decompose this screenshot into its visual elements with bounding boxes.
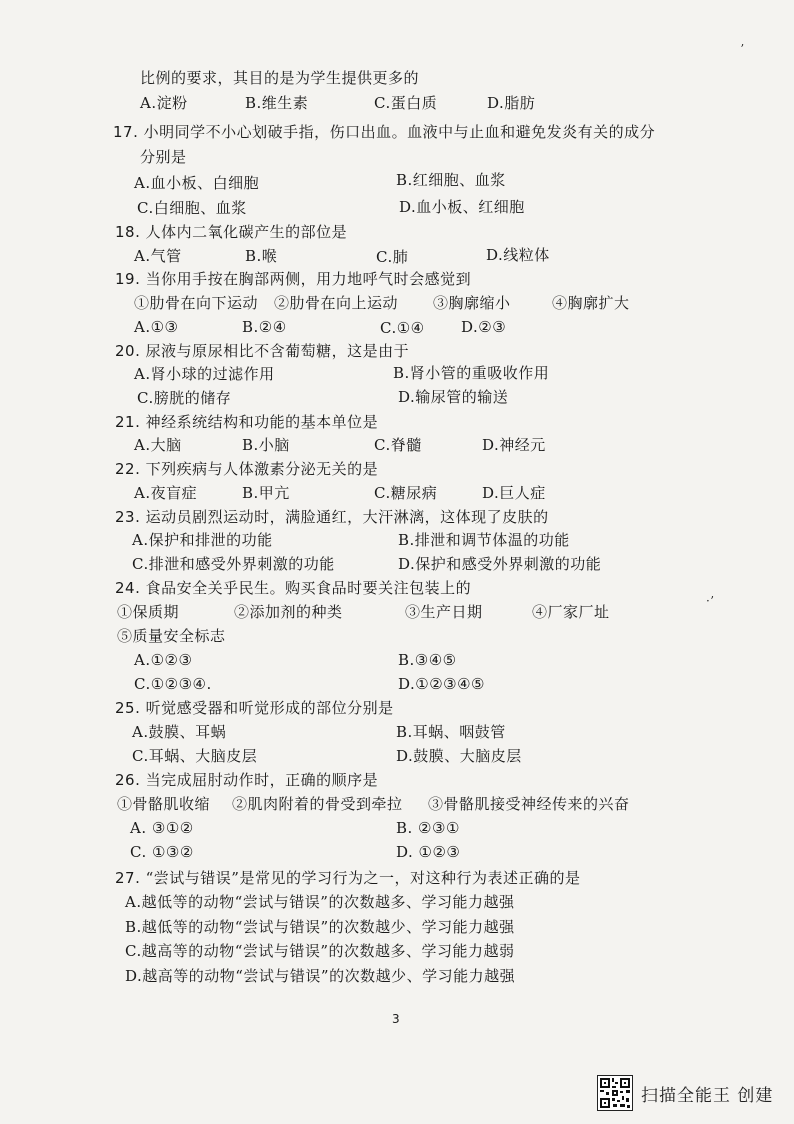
q26-item-1: ①骨骼肌收缩 bbox=[117, 795, 211, 813]
q24-item-4: ④厂家厂址 bbox=[532, 603, 610, 621]
q21-number: 21. bbox=[115, 413, 141, 431]
q26-stem: 当完成屈肘动作时，正确的顺序是 bbox=[145, 771, 379, 789]
q21-option-c: C.脊髓 bbox=[374, 436, 422, 454]
q19-stem: 当你用手按在胸部两侧，用力地呼气时会感觉到 bbox=[145, 270, 472, 288]
q19-item-4: ④胸廓扩大 bbox=[552, 294, 630, 312]
q24-item-1: ①保质期 bbox=[117, 603, 180, 621]
q25-option-b: B.耳蜗、咽鼓管 bbox=[396, 723, 506, 741]
q16-option-b: B.维生素 bbox=[245, 94, 309, 112]
q25-number: 25. bbox=[115, 699, 141, 717]
q24-option-a: A.①②③ bbox=[134, 651, 193, 669]
q25-question bbox=[115, 697, 394, 719]
q22-option-a: A.夜盲症 bbox=[134, 484, 198, 502]
q24-item-5: ⑤质量安全标志 bbox=[117, 627, 226, 645]
q21-option-a: A.大脑 bbox=[134, 436, 182, 454]
q21-option-d: D.神经元 bbox=[482, 436, 546, 454]
q20-option-b: B.肾小管的重吸收作用 bbox=[393, 364, 550, 382]
q18-option-d: D.线粒体 bbox=[486, 246, 550, 264]
q20-number: 20. bbox=[115, 342, 141, 360]
q25-option-c: C.耳蜗、大脑皮层 bbox=[132, 747, 258, 765]
q16-option-a: A.淀粉 bbox=[140, 94, 188, 112]
q20-option-c: C.膀胱的储存 bbox=[137, 389, 232, 407]
q23-option-b: B.排泄和调节体温的功能 bbox=[398, 531, 570, 549]
q21-stem: 神经系统结构和功能的基本单位是 bbox=[145, 413, 379, 431]
q24-option-c: C.①②③④. bbox=[134, 675, 212, 693]
page-number: 3 bbox=[392, 1012, 400, 1026]
q27-stem: “尝试与错误”是常见的学习行为之一，对这种行为表述正确的是 bbox=[145, 869, 581, 887]
q16-option-c: C.蛋白质 bbox=[374, 94, 438, 112]
q17-option-b: B.红细胞、血浆 bbox=[396, 171, 506, 189]
q23-option-d: D.保护和感受外界刺激的功能 bbox=[398, 555, 602, 573]
q17-stem-continued: 分别是 bbox=[140, 148, 187, 166]
q25-option-d: D.鼓膜、大脑皮层 bbox=[396, 747, 522, 765]
q18-option-a: A.气管 bbox=[134, 247, 182, 265]
q25-option-a: A.鼓膜、耳蜗 bbox=[132, 723, 227, 741]
q18-option-b: B.喉 bbox=[245, 247, 278, 265]
q24-option-d: D.①②③④⑤ bbox=[398, 675, 485, 693]
q27-number: 27. bbox=[115, 869, 141, 887]
q22-question bbox=[115, 458, 378, 480]
q23-question bbox=[115, 506, 549, 528]
q16-stem-continued: 比例的要求，其目的是为学生提供更多的 bbox=[140, 69, 420, 87]
q27-option-d: D.越高等的动物“尝试与错误”的次数越少、学习能力越强 bbox=[125, 967, 516, 985]
q20-stem: 尿液与原尿相比不含葡萄糖，这是由于 bbox=[145, 342, 410, 360]
q18-option-c: C.肺 bbox=[376, 248, 409, 266]
q24-number: 24. bbox=[115, 579, 141, 597]
q19-option-a: A.①③ bbox=[134, 318, 179, 336]
q21-question bbox=[115, 411, 378, 433]
q27-option-c: C.越高等的动物“尝试与错误”的次数越多、学习能力越弱 bbox=[125, 942, 515, 960]
q26-item-2: ②肌肉附着的骨受到牵拉 bbox=[232, 795, 403, 813]
q20-option-d: D.输尿管的输送 bbox=[398, 388, 509, 406]
q19-question bbox=[115, 268, 471, 290]
q22-stem: 下列疾病与人体激素分泌无关的是 bbox=[145, 460, 379, 478]
q24-item-2: ②添加剂的种类 bbox=[234, 603, 343, 621]
watermark-text: 扫描全能王 创建 bbox=[641, 1085, 774, 1106]
q26-option-a: A. ③①② bbox=[130, 819, 194, 837]
q18-number: 18. bbox=[115, 223, 141, 241]
q24-item-3: ③生产日期 bbox=[405, 603, 483, 621]
q26-question bbox=[115, 769, 378, 791]
q22-option-b: B.甲亢 bbox=[242, 484, 290, 502]
q19-option-d: D.②③ bbox=[461, 318, 507, 336]
q19-option-c: C.①④ bbox=[380, 319, 425, 337]
q27-option-a: A.越低等的动物“尝试与错误”的次数越多、学习能力越强 bbox=[125, 893, 515, 911]
q24-question bbox=[115, 577, 471, 599]
q19-option-b: B.②④ bbox=[242, 318, 287, 336]
q18-stem: 人体内二氧化碳产生的部位是 bbox=[145, 223, 348, 241]
scan-speck: ·ʼ bbox=[706, 594, 714, 608]
q26-number: 26. bbox=[115, 771, 141, 789]
q23-number: 23. bbox=[115, 508, 141, 526]
q20-question bbox=[115, 340, 409, 362]
q23-option-c: C.排泄和感受外界刺激的功能 bbox=[132, 555, 335, 573]
q22-option-d: D.巨人症 bbox=[482, 484, 546, 502]
q23-option-a: A.保护和排泄的功能 bbox=[132, 531, 273, 549]
q23-stem: 运动员剧烈运动时，满脸通红，大汗淋漓，这体现了皮肤的 bbox=[145, 508, 549, 526]
q19-item-1: ①肋骨在向下运动 bbox=[134, 294, 259, 312]
q17-option-d: D.血小板、红细胞 bbox=[399, 198, 525, 216]
q17-option-a: A.血小板、白细胞 bbox=[134, 174, 260, 192]
q17-stem: 小明同学不小心划破手指，伤口出血。血液中与止血和避免发炎有关的成分 bbox=[143, 123, 656, 141]
q19-number: 19. bbox=[115, 270, 141, 288]
q19-item-2: ②肋骨在向上运动 bbox=[274, 294, 399, 312]
scanner-watermark bbox=[597, 1076, 773, 1110]
q19-item-3: ③胸廓缩小 bbox=[433, 294, 511, 312]
q24-option-b: B.③④⑤ bbox=[398, 651, 457, 669]
q26-item-3: ③骨骼肌接受神经传来的兴奋 bbox=[428, 795, 630, 813]
q24-stem: 食品安全关乎民生。购买食品时要关注包装上的 bbox=[145, 579, 472, 597]
q17-option-c: C.白细胞、血浆 bbox=[137, 199, 247, 217]
q17-number: 17. bbox=[113, 123, 139, 141]
q18-question bbox=[115, 221, 347, 243]
q17-question bbox=[113, 121, 655, 143]
q25-stem: 听觉感受器和听觉形成的部位分别是 bbox=[145, 699, 394, 717]
q26-option-b: B. ②③① bbox=[396, 819, 460, 837]
q21-option-b: B.小脑 bbox=[242, 436, 290, 454]
q26-option-c: C. ①③② bbox=[130, 843, 194, 861]
q22-number: 22. bbox=[115, 460, 141, 478]
qr-code-icon bbox=[597, 1075, 633, 1111]
q27-question bbox=[115, 867, 580, 889]
q16-option-d: D.脂肪 bbox=[487, 94, 536, 112]
q20-option-a: A.肾小球的过滤作用 bbox=[134, 365, 275, 383]
q26-option-d: D. ①②③ bbox=[396, 843, 461, 861]
q27-option-b: B.越低等的动物“尝试与错误”的次数越少、学习能力越强 bbox=[125, 918, 515, 936]
q22-option-c: C.糖尿病 bbox=[374, 484, 438, 502]
scan-speck: ʼ bbox=[740, 42, 744, 56]
